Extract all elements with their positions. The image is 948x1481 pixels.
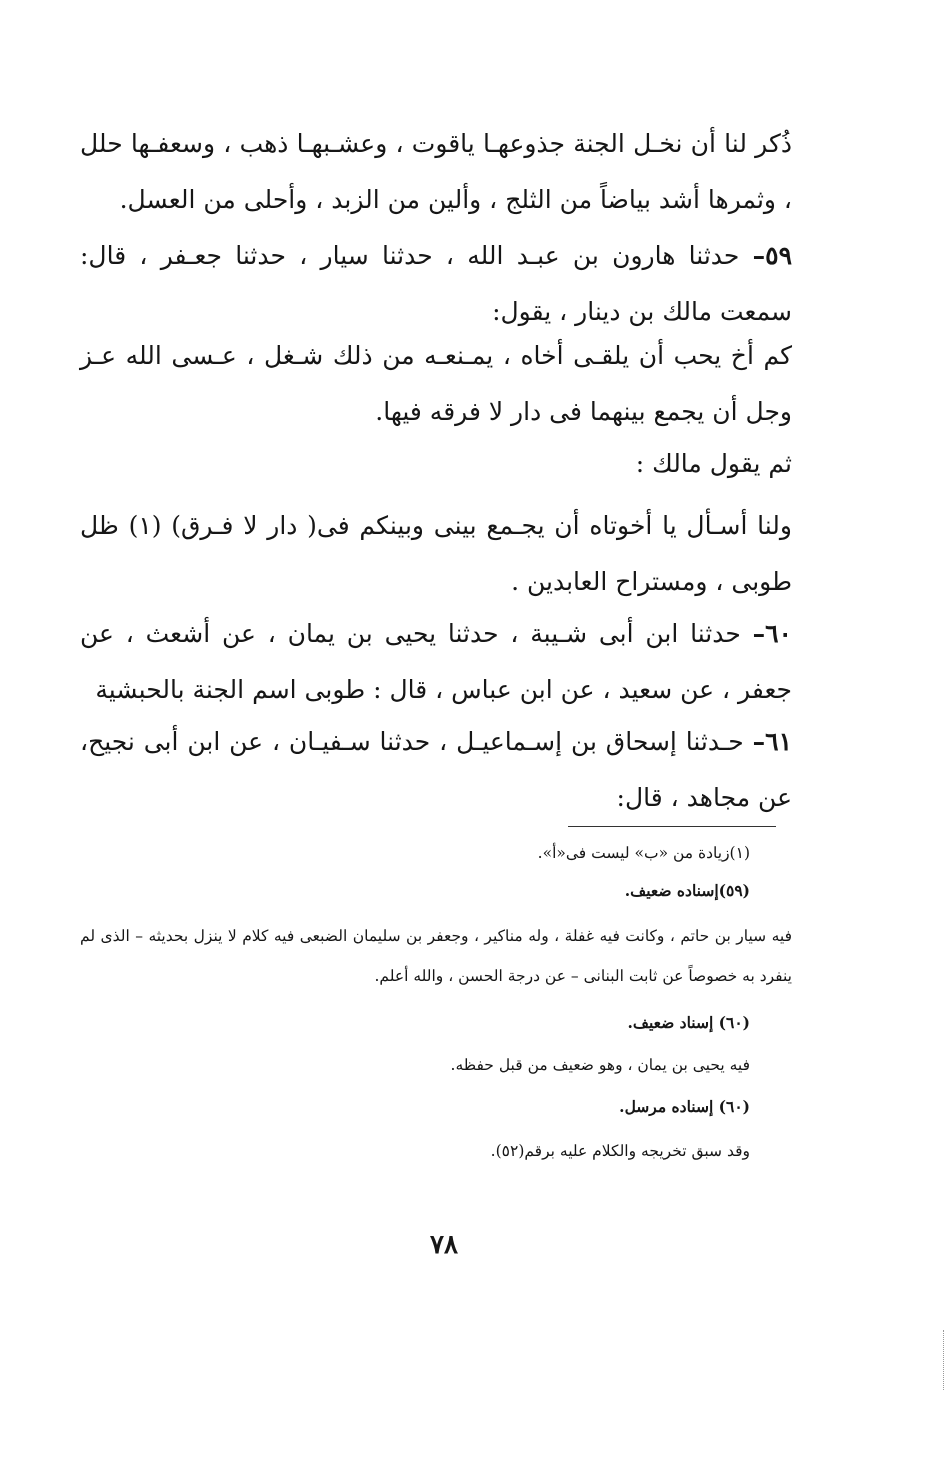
paragraph-palm-trees: ذُكر لنا أن نخـل الجنة جذوعهـا ياقوت ، وعشـبهـا ذهب ، وسعفـها حلل ، وثمرها أشد بياضاً من الثلج ، وألين من الزبد ، وأحلى من العسل. [80, 129, 792, 214]
hadith-59-text: حدثنا هارون بن عبـد الله ، حدثنا سيار ، حدثنا جعـفر ، قال: سمعت مالك بن دينار ، يقول: [80, 241, 792, 326]
footnote-59-text: فيه سيار بن حاتم ، وكانت فيه غفلة ، وله مناكير ، وجعفر بن سليمان الضبعى فيه كلام لا ينزل بحديثه – الذى لم ينفرد به خصوصاً عن ثابت البنانى – عن درجة الحسن ، والله أعلم. [80, 927, 792, 985]
paragraph-malik-says: ثم يقول مالك : [635, 449, 792, 478]
hadith-60-text: حدثنا ابن أبى شـيبة ، حدثنا يحيى بن يمان ، عن أشعث ، عن جعفر ، عن سعيد ، عن ابن عباس ، قال : طوبى اسم الجنة بالحبشية [80, 619, 792, 704]
footnote-60-text: فيه يحيى بن يمان ، وهو ضعيف من قبل حفظه. [450, 1056, 750, 1074]
hadith-number-59: ٥٩– [752, 241, 793, 270]
hadith-number-61: ٦١– [752, 727, 793, 756]
footnote-61-heading: (٦٠) إسناده مرسل. [619, 1097, 750, 1116]
footnote-1: (١)زيادة من «ب» ليست فى«أ». [537, 844, 750, 862]
page-number: ٧٨ [430, 1230, 458, 1260]
paragraph-hadith-59 [80, 228, 792, 340]
footnote-61-text: وقد سبق تخريجه والكلام عليه برقم(٥٢). [490, 1142, 750, 1160]
paragraph-hadith-61 [80, 714, 792, 826]
paragraph-brothers: كم أخ يحب أن يلقـى أخاه ، يمـنعـه من ذلك شـغل ، عـسى الله عـز وجل أن يجمع بينهما فى دار لا فرقه فيها. [80, 341, 792, 426]
footnote-divider [568, 826, 776, 827]
paragraph-hadith-60 [80, 606, 792, 718]
footnote-59-heading: (٥٩)إسناده ضعيف. [624, 881, 750, 900]
footnote-60-heading: (٦٠) إسناد ضعيف. [627, 1013, 750, 1032]
hadith-61-text: حـدثنا إسحاق بن إسـماعيـل ، حدثنا سـفيـان ، عن ابن أبى نجيح، عن مجاهد ، قال: [80, 727, 792, 812]
paragraph-tuba: ولنا أسـأل يا أخوتاه أن يجـمع بينى وبينكم فى( دار لا فـرق) (١) ظل طوبى ، ومستراح العابدين . [80, 511, 793, 596]
scan-edge-marks [937, 1330, 944, 1390]
hadith-number-60: ٦٠– [752, 619, 792, 648]
